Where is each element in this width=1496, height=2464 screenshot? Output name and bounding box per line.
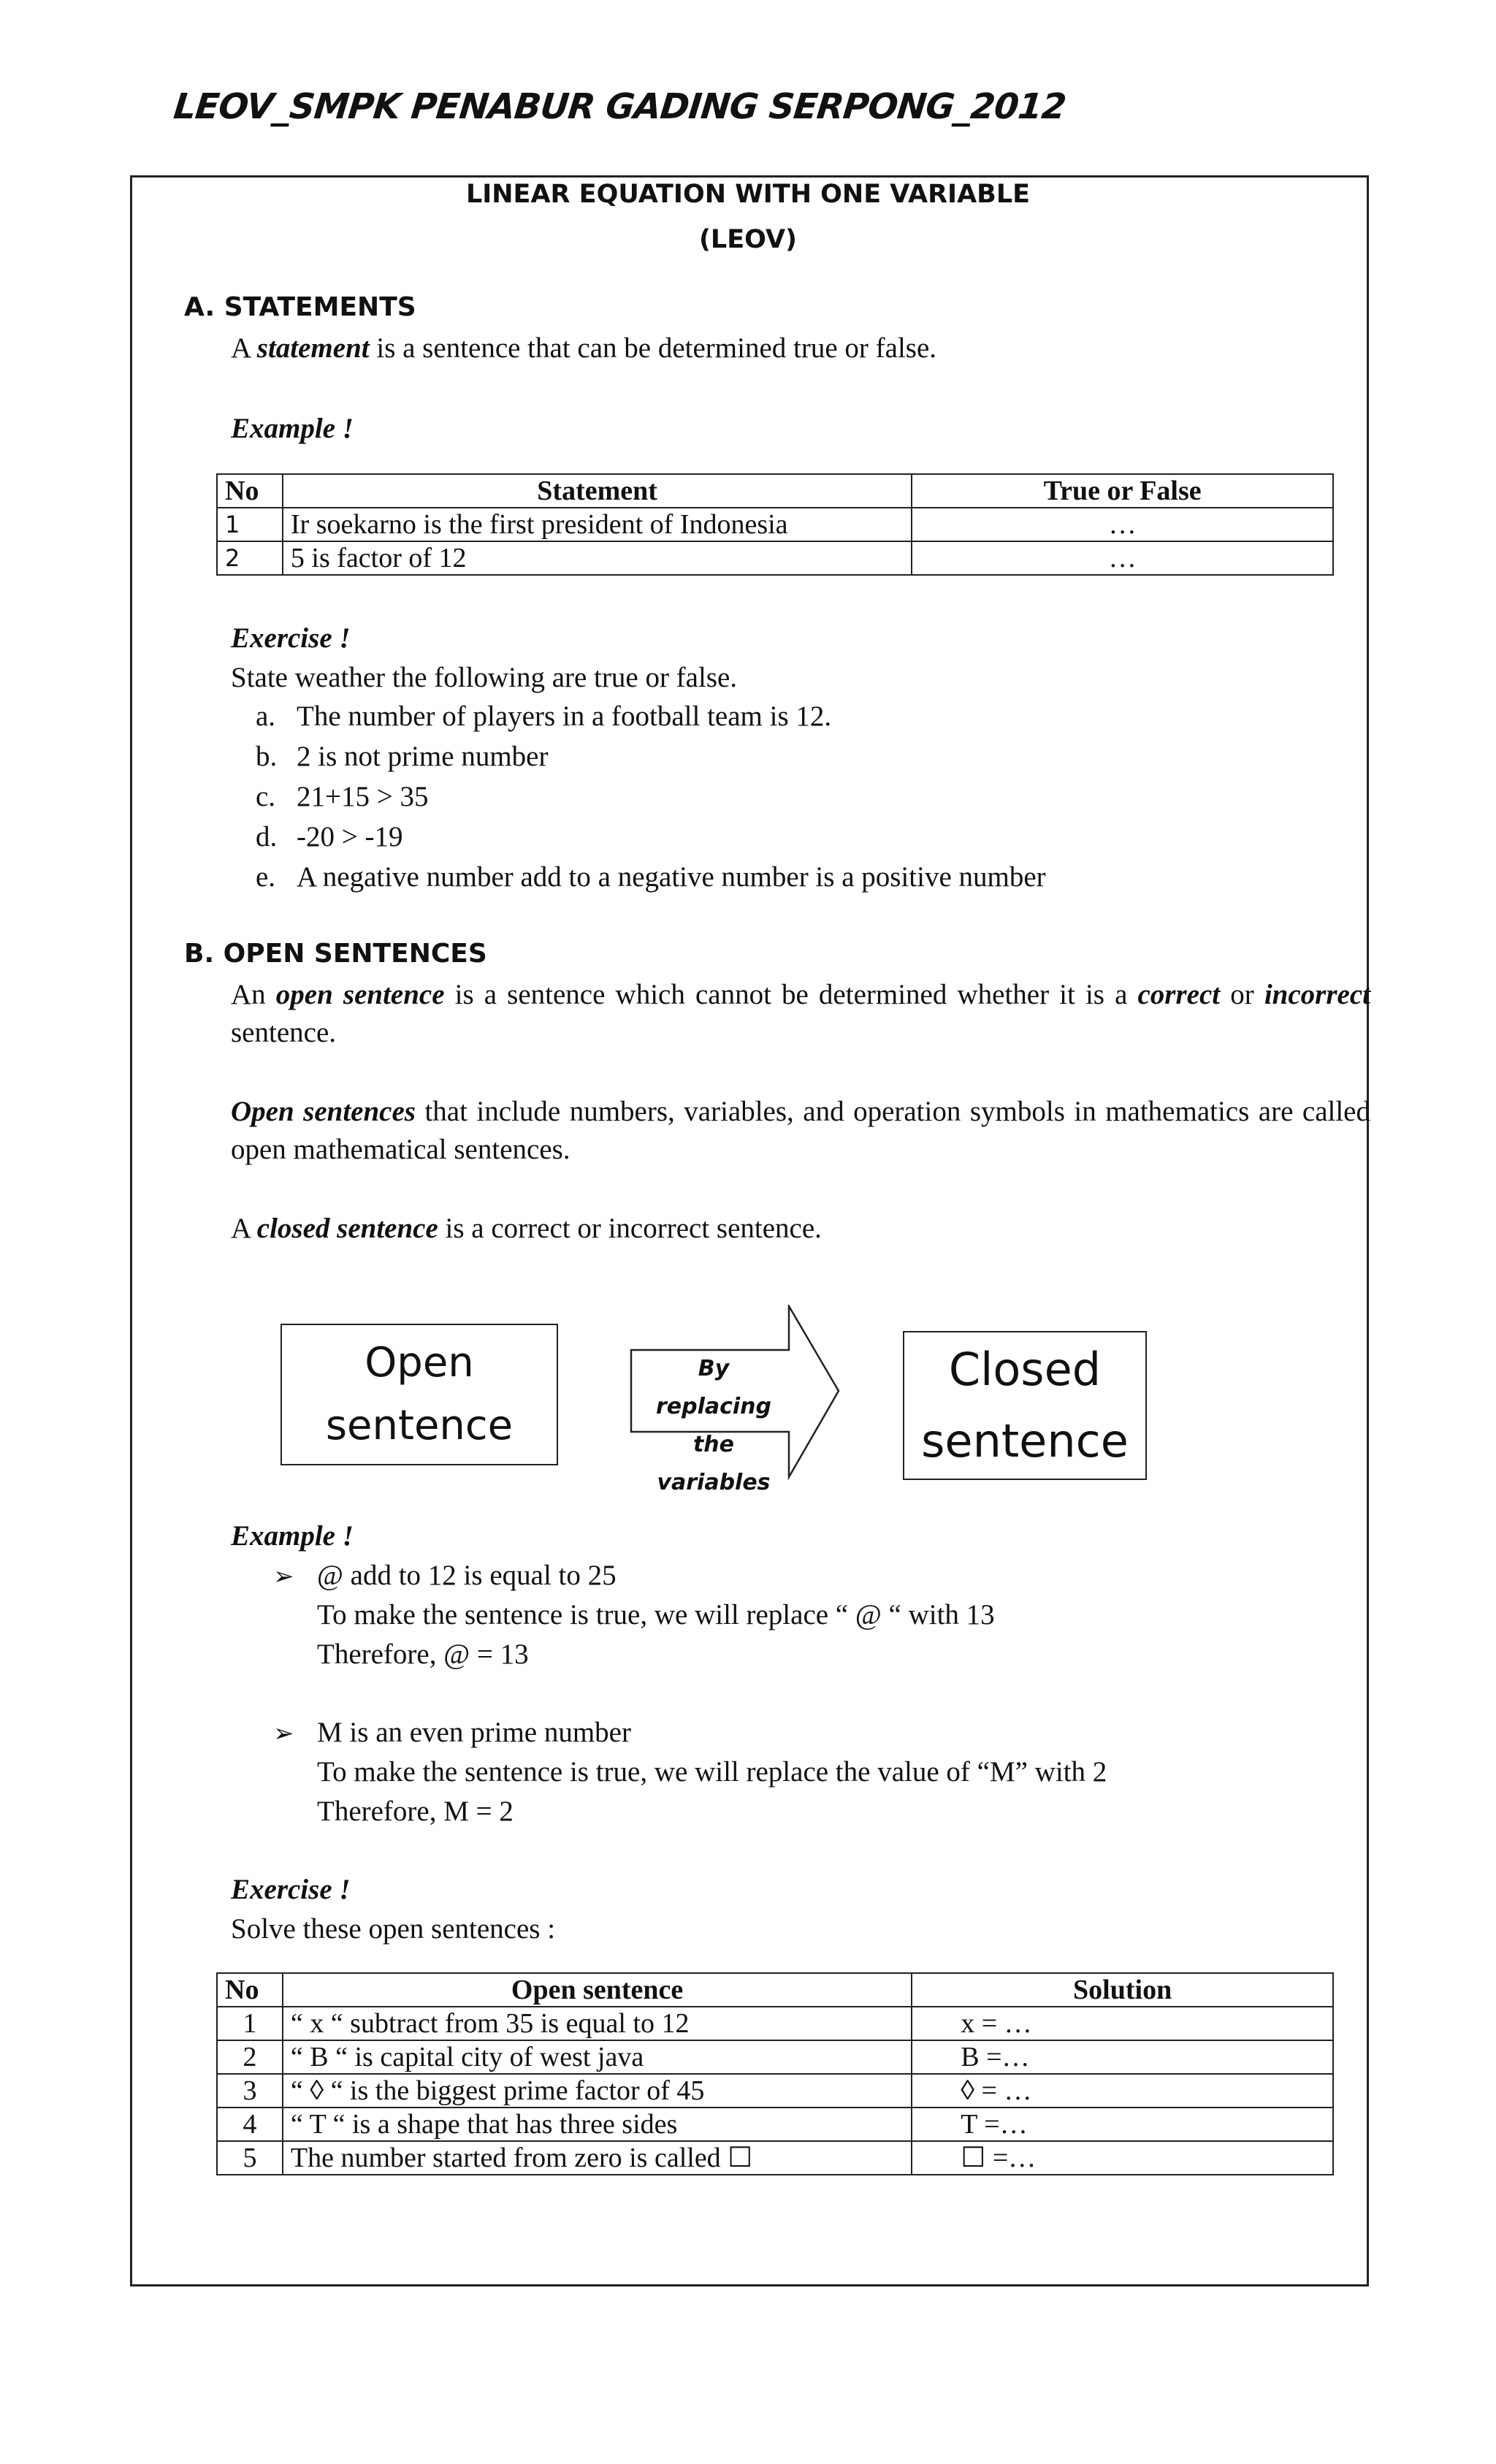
row-sentence: “ ◊ “ is the biggest prime factor of 45 [283, 2074, 912, 2108]
table-header-row [217, 474, 1333, 508]
example-explanation: To make the sentence is true, we will replace “ @ “ with 13 [317, 1599, 995, 1630]
table-row [217, 541, 1333, 575]
list-item: ➢ M is an even prime number [273, 1714, 631, 1752]
row-no: 2 [217, 541, 283, 575]
exercise-label-a: Exercise ! [231, 622, 351, 654]
table-header-row [217, 1973, 1333, 2007]
table-row [217, 2141, 1333, 2175]
table-row [217, 2074, 1333, 2108]
list-item: b. 2 is not prime number [256, 741, 549, 772]
document-subtitle: (LEOV) [698, 225, 798, 254]
row-answer: … [912, 508, 1333, 541]
header-statement: Statement [283, 474, 912, 508]
open-math-sentences-paragraph: Open sentences that include numbers, variables, and operation symbols in mathematics are called open mathematical sentences. [231, 1096, 1370, 1165]
section-b-heading: B. OPEN SENTENCES [184, 939, 487, 969]
row-sentence: “ B “ is capital city of west java [283, 2040, 912, 2074]
list-item: c. 21+15 > 35 [256, 781, 429, 812]
exercise-intro-b: Solve these open sentences : [231, 1913, 556, 1945]
header-no: No [217, 474, 283, 508]
open-sentence-box: Open sentence [280, 1324, 558, 1465]
row-no: 5 [217, 2141, 283, 2175]
row-no: 1 [217, 508, 283, 541]
row-statement: 5 is factor of 12 [283, 541, 912, 575]
row-no: 1 [217, 2007, 283, 2040]
example-label-a: Example ! [231, 413, 354, 444]
header-no: No [217, 1973, 283, 2007]
header-true-false: True or False [912, 474, 1333, 508]
open-sentences-table [216, 1972, 1334, 2175]
statement-definition: A statement is a sentence that can be determined true or false. [231, 332, 937, 364]
open-sentence-definition: An open sentence is a sentence which cannot be determined whether it is a correct or incorrect sentence. [231, 979, 1370, 1048]
row-answer: … [912, 541, 1333, 575]
header-solution: Solution [912, 1973, 1333, 2007]
list-item: ➢ @ add to 12 is equal to 25 [273, 1557, 617, 1595]
list-item: a. The number of players in a football team is 12. [256, 701, 832, 732]
row-solution: T =… [912, 2108, 1333, 2141]
closed-sentence-definition: A closed sentence is a correct or incorrect sentence. [231, 1213, 822, 1244]
row-sentence: “ x “ subtract from 35 is equal to 12 [283, 2007, 912, 2040]
table-row [217, 2007, 1333, 2040]
example-result: Therefore, M = 2 [317, 1796, 514, 1827]
header-open-sentence: Open sentence [283, 1973, 912, 2007]
row-sentence: “ T “ is a shape that has three sides [283, 2108, 912, 2141]
exercise-intro-a: State weather the following are true or false. [231, 662, 738, 693]
list-item: e. A negative number add to a negative number is a positive number [256, 861, 1046, 893]
row-no: 4 [217, 2108, 283, 2141]
section-a-heading: A. STATEMENTS [184, 292, 416, 322]
row-solution: ◊ = … [912, 2074, 1333, 2108]
closed-sentence-box: Closed sentence [903, 1331, 1147, 1480]
row-no: 3 [217, 2074, 283, 2108]
table-row [217, 508, 1333, 541]
arrow-bullet-icon: ➢ [273, 1719, 294, 1748]
table-row [217, 2108, 1333, 2141]
row-sentence: The number started from zero is called ☐ [283, 2141, 912, 2175]
list-item: d. -20 > -19 [256, 821, 403, 853]
row-solution: B =… [912, 2040, 1333, 2074]
example-label-b: Example ! [231, 1520, 354, 1552]
example-result: Therefore, @ = 13 [317, 1639, 529, 1670]
table-row [217, 2040, 1333, 2074]
document-title: LINEAR EQUATION WITH ONE VARIABLE [465, 180, 1031, 209]
row-statement: Ir soekarno is the first president of Indonesia [283, 508, 912, 541]
row-solution: x = … [912, 2007, 1333, 2040]
arrow-caption: By replacing the variables [655, 1356, 772, 1495]
row-solution: ☐ =… [912, 2141, 1333, 2175]
example-explanation: To make the sentence is true, we will replace the value of “M” with 2 [317, 1756, 1107, 1788]
statements-table [216, 473, 1334, 576]
page-header: LEOV_SMPK PENABUR GADING SERPONG_2012 [172, 86, 1068, 127]
exercise-label-b: Exercise ! [231, 1874, 351, 1905]
arrow-bullet-icon: ➢ [273, 1562, 294, 1591]
row-no: 2 [217, 2040, 283, 2074]
